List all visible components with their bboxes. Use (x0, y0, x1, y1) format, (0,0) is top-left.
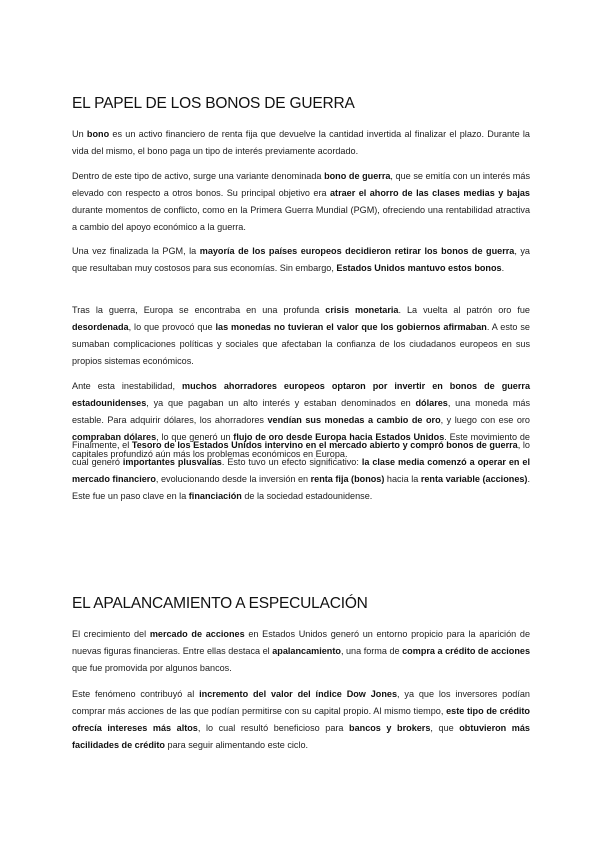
text-run: en Estados Unidos generó un entorno propicio para la aparición de nuevas figuras financieras. Entre ellas destaca el (72, 629, 531, 656)
text-run: , ya que resultaban muy costosos para sus economías. Sin embargo, (72, 246, 530, 273)
bold-text: compra a crédito de acciones (402, 646, 531, 656)
bold-text: Estados Unidos mantuvo estos bonos (336, 263, 502, 273)
text-run: . (501, 263, 505, 273)
text-run: Finalmente, el (72, 440, 132, 450)
bold-text: desordenada (72, 322, 129, 332)
text-run: , que se emitía con un interés más elevado con respecto a otros bonos. Su principal objetivo era (72, 171, 530, 198)
bold-text: obtuvieron más facilidades de crédito (72, 723, 530, 750)
bold-text: mayoría de los países europeos decidieron retirar los bonos de guerra (199, 246, 515, 256)
text-run: Dentro de este tipo de activo, surge una variante denominada (72, 171, 325, 181)
paragraph (72, 626, 530, 677)
text-run: . Esto tuvo un efecto significativo: (221, 457, 362, 467)
bold-text: bancos y brokers (349, 723, 431, 733)
text-run: , y luego con ese oro (440, 415, 530, 425)
bold-text: compraban dólares (72, 432, 157, 442)
text-run: , lo que generó un (156, 432, 234, 442)
text-run: Ante esta inestabilidad, (72, 381, 182, 391)
bold-text: dólares (415, 398, 448, 408)
text-run: , evolucionando desde la inversión en (155, 474, 311, 484)
text-run: , ya que los inversores podían comprar más acciones de las que podían permitirse con su capital propio. Al mismo tiempo, (72, 689, 530, 716)
bold-text: este tipo de crédito ofrecía intereses más altos (72, 706, 530, 733)
text-run: , una forma de (340, 646, 403, 656)
section-title-apalancamiento: EL APALANCAMIENTO A ESPECULACIÓN (72, 595, 368, 612)
bold-text: atraer el ahorro de las clases medias y bajas (329, 188, 530, 198)
text-run: . La vuelta al patrón oro fue (398, 305, 530, 315)
text-run: de la sociedad estadounidense. (241, 491, 373, 501)
bold-text: bono (86, 129, 110, 139)
text-run: El crecimiento del (72, 629, 150, 639)
paragraph (72, 437, 530, 505)
bold-text: la clase media comenzó a operar en el mercado financiero (72, 457, 530, 484)
bold-text: flujo de oro desde Europa hacia Estados Unidos (233, 432, 445, 442)
text-run: , una moneda más estable. Para adquirir dólares, los ahorradores (72, 398, 530, 425)
bold-text: mercado de acciones (149, 629, 245, 639)
text-run: hacia la (384, 474, 421, 484)
text-run: Una vez finalizada la PGM, la (72, 246, 200, 256)
bold-text: vendían sus monedas a cambio de oro (267, 415, 441, 425)
bold-text: las monedas no tuvieran el valor que los gobiernos afirmaban (215, 322, 487, 332)
text-run: , lo que provocó que (128, 322, 216, 332)
paragraph (72, 302, 530, 370)
bold-text: Tesoro de los Estados Unidos intervino en el mercado abierto y compró bonos de guerra (131, 440, 518, 450)
bold-text: apalancamiento (272, 646, 341, 656)
bold-text: financiación (188, 491, 242, 501)
bold-text: muchos ahorradores europeos optaron por invertir en bonos de guerra estadounidenses (72, 381, 531, 408)
text-run: que fue promovida por algunos bancos. (72, 663, 232, 673)
text-run: . A esto se sumaban complicaciones políticas y sociales que afectaban la confianza de los ciudadanos europeos en sus propios sistemas económicos. (72, 322, 530, 366)
text-run: es un activo financiero de renta fija que devuelve la cantidad invertida al finalizar el plazo. Durante la vida del mismo, el bono paga un tipo de interés previamente acordado. (72, 129, 530, 156)
bold-text: renta variable (acciones) (420, 474, 528, 484)
paragraph (72, 686, 530, 754)
text-run: , que (430, 723, 460, 733)
text-run: Un (72, 129, 87, 139)
paragraph (72, 168, 530, 236)
bold-text: renta fija (bonos) (310, 474, 385, 484)
text-run: para seguir alimentando este ciclo. (165, 740, 309, 750)
text-run: , ya que pagaban un alto interés y estaban denominados en (146, 398, 416, 408)
text-run: , lo cual generó (72, 440, 530, 467)
bold-text: bono de guerra (324, 171, 391, 181)
text-run: Tras la guerra, Europa se encontraba en una profunda (72, 305, 326, 315)
text-run: . Este movimiento de capitales profundizó aún más los problemas económicos en Europa. (72, 432, 530, 459)
text-run: . Este fue un paso clave en la (72, 474, 530, 501)
bold-text: incremento del valor del índice Dow Jones (199, 689, 398, 699)
text-run: durante momentos de conflicto, como en la Primera Guerra Mundial (PGM), ofreciendo una rentabilidad atractiva a cambio del apoyo económico a la guerra. (72, 205, 530, 232)
paragraph (72, 243, 530, 277)
bold-text: crisis monetaria (325, 305, 399, 315)
paragraph (72, 126, 530, 160)
bold-text: importantes plusvalías (122, 457, 222, 467)
section-title-bonos-guerra: EL PAPEL DE LOS BONOS DE GUERRA (72, 95, 355, 112)
text-run: , lo cual resultó beneficioso para (197, 723, 350, 733)
text-run: Este fenómeno contribuyó al (72, 689, 200, 699)
